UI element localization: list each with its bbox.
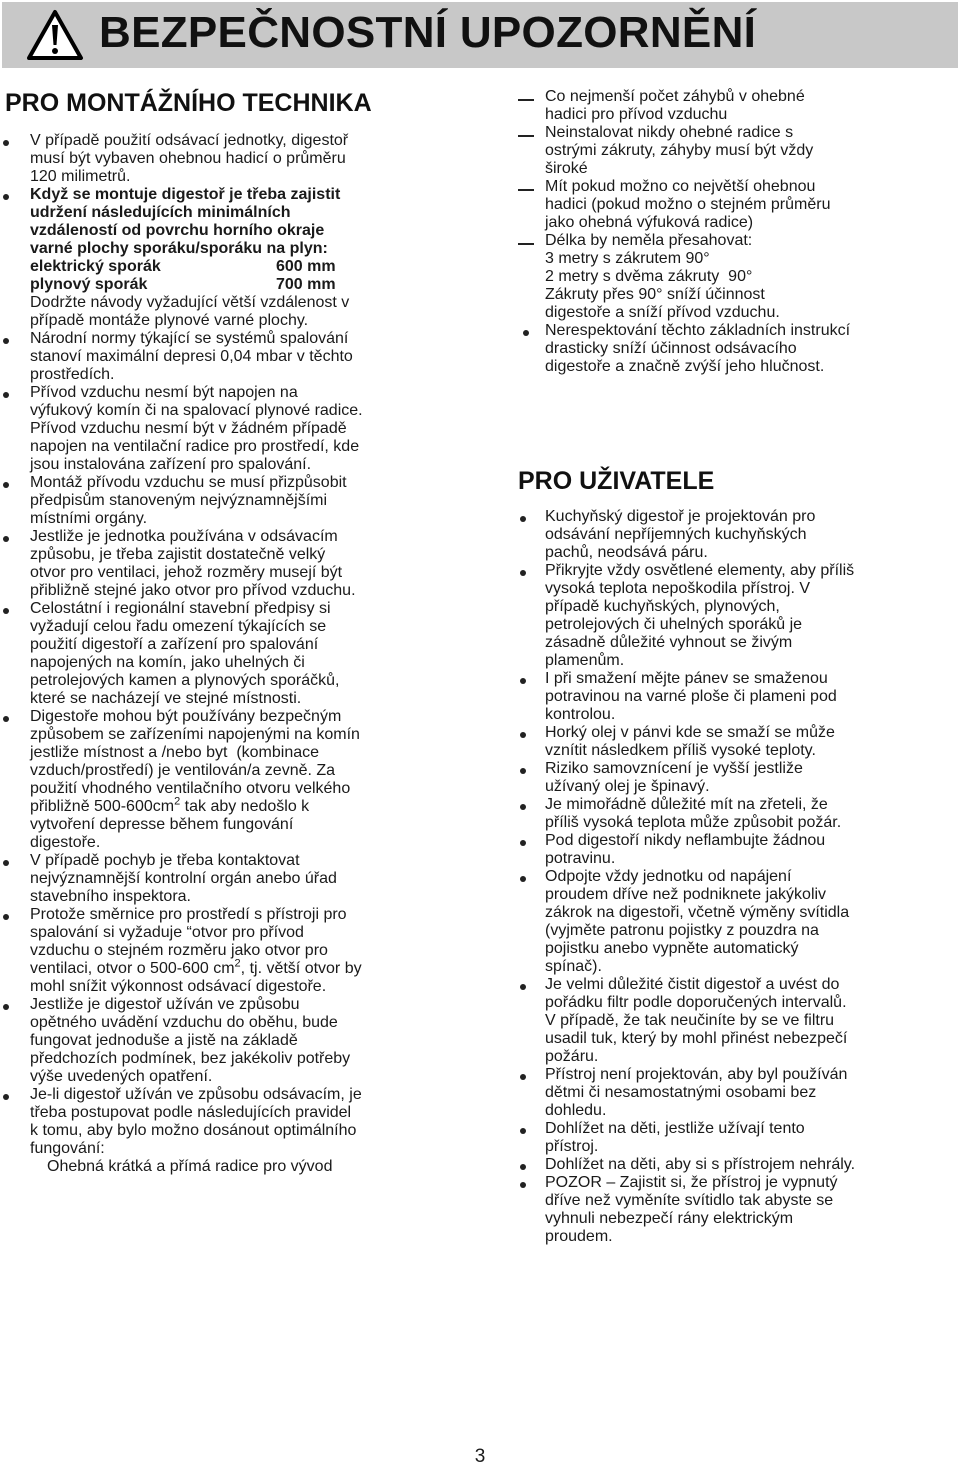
text-line: vytvoření depresse během fungování <box>30 816 294 833</box>
dash-marker <box>518 243 534 245</box>
text-line: Horký olej v pánvi kde se smaží se může <box>545 724 835 741</box>
text-line: Je-li digestoř užíván ve způsobu odsávacím, je <box>30 1086 362 1103</box>
text-line: předpisům stanoveným nejvýznamnějšími <box>30 492 328 509</box>
dash-item <box>518 124 960 178</box>
bullet-marker <box>520 768 526 774</box>
distance-value: 700 mm <box>276 276 336 293</box>
bullet-item <box>10 132 480 186</box>
duct-rules-list <box>545 88 960 376</box>
text-line: opětného uvádění vzduchu do oběhu, bude <box>30 1014 338 1031</box>
text-line: vyžadují celou řadu omezení týkajících se <box>30 618 327 635</box>
page-title: BEZPEČNOSTNÍ UPOZORNĚNÍ <box>99 8 757 57</box>
bullet-item <box>520 832 960 868</box>
text-line: usadil tuk, který by mohl přinést nebezpečí <box>545 1030 848 1047</box>
text-line: V případě, že tak neučiníte by se ve filtru <box>545 1012 835 1029</box>
text-line: 2 metry s dvěma zákruty 90° <box>545 268 753 285</box>
text-line: dětmi či nesamostatnými osobami bez <box>545 1084 817 1101</box>
bullet-item <box>520 670 960 724</box>
text-line: přístroj. <box>545 1138 599 1155</box>
bullet-marker <box>520 516 526 522</box>
dash-item <box>518 232 960 322</box>
bullet-item <box>10 708 480 852</box>
text-line: Přístroj není projektován, aby byl používán <box>545 1066 848 1083</box>
text-line: proudem. <box>545 1228 613 1245</box>
text-line: požáru. <box>545 1048 599 1065</box>
text-line: proudem dříve než podniknete jakýkoliv <box>545 886 827 903</box>
text-line: k tomu, aby bylo možno dosánout optimálního <box>30 1122 357 1139</box>
text-line: hadici pro přívod vzduchu <box>545 106 728 123</box>
bullet-marker <box>3 536 9 542</box>
text-line: Délka by neměla přesahovat: <box>545 232 753 249</box>
text-line: otvor pro ventilaci, jehož rozměry musejí být <box>30 564 343 581</box>
text-line: předchozích podmínek, bez jakékoliv potřeby <box>30 1050 351 1067</box>
text-line: petrolejových či uhelných sporáků je <box>545 616 803 633</box>
text-line: V případě použití odsávací jednotky, digestoř <box>30 132 349 149</box>
text-line: Národní normy týkající se systémů spalování <box>30 330 349 347</box>
text-line: Když se montuje digestoř je třeba zajistit <box>30 186 341 203</box>
text-line: případě montáže plynové varné plochy. <box>30 312 309 329</box>
bullet-marker <box>520 876 526 882</box>
bullet-item <box>520 976 960 1066</box>
text-line: stavebního inspektora. <box>30 888 191 905</box>
text-line: hadici (pokud možno o stejném průměru <box>545 196 831 213</box>
text-line: Digestoře mohou být používány bezpečným <box>30 708 342 725</box>
text-line: vzdáleností od povrchu horního okraje <box>30 222 325 239</box>
text-line: Jestliže je jednotka používána v odsávacím <box>30 528 338 545</box>
bullet-item <box>10 186 480 330</box>
bullet-item <box>520 724 960 760</box>
text-line: pachů, neodsává páru. <box>545 544 708 561</box>
dash-item <box>518 178 960 232</box>
bullet-marker <box>520 1074 526 1080</box>
text-line: ventilaci, otvor o 500-600 $cm^2$, tj. větší otvor by <box>30 957 362 977</box>
text-line: přibližně stejné jako otvor pro přívod vzduchu. <box>30 582 356 599</box>
text-line: výfukový komín či na spalovací plynové radice. <box>30 402 363 419</box>
bullet-item <box>10 996 480 1086</box>
text-line: Nerespektování těchto základních instrukcí <box>545 322 851 339</box>
text-line: případě kuchyňských, plynových, <box>545 598 780 615</box>
text-line: třeba postupovat podle následujících pravidel <box>30 1104 352 1121</box>
bullet-item <box>10 384 480 474</box>
bullet-marker <box>520 1164 526 1170</box>
bullet-item <box>10 906 480 996</box>
text-line: I při smažení mějte pánev se smaženou <box>545 670 828 687</box>
text-line: Dohlížet na děti, jestliže užívají tento <box>545 1120 805 1137</box>
text-line: musí být vybaven ohebnou hadicí o průměru <box>30 150 346 167</box>
bullet-item <box>10 528 480 600</box>
distance-row <box>30 276 480 294</box>
bullet-marker <box>3 914 9 920</box>
bullet-item <box>520 1156 960 1174</box>
text-line: vzduchu o stejném rozměru jako otvor pro <box>30 942 328 959</box>
text-line: fungování: <box>30 1140 105 1157</box>
text-line: Dodržte návody vyžadující větší vzdálenost v <box>30 294 350 311</box>
text-line: vznítit následkem příliš vysoké teploty. <box>545 742 816 759</box>
bullet-item <box>10 852 480 906</box>
bullet-item <box>520 508 960 562</box>
text-line: Celostátní i regionální stavební předpisy si <box>30 600 331 617</box>
distance-label: elektrický sporák <box>30 258 161 275</box>
text-line: 120 milimetrů. <box>30 168 131 185</box>
text-line: varné plochy sporáku/sporáku na plyn: <box>30 240 328 257</box>
text-line: prostředích. <box>30 366 115 383</box>
section-heading-user: PRO UŽIVATELE <box>518 467 715 495</box>
text-line: pojistku anebo vypněte automatický <box>545 940 799 957</box>
text-line: přibližně $500-600cm^2$ tak aby nedošlo k <box>30 795 310 815</box>
text-line: Je velmi důležité čistit digestoř a uvést do <box>545 976 840 993</box>
bullet-marker <box>3 392 9 398</box>
bullet-marker <box>3 716 9 722</box>
distance-label: plynový sporák <box>30 276 148 293</box>
bullet-marker <box>520 984 526 990</box>
text-line: zákrok na digestoři, včetně výměny svítidla <box>545 904 850 921</box>
bullet-marker <box>3 1004 9 1010</box>
text-line: kontrolou. <box>545 706 616 723</box>
text-line: Neinstalovat nikdy ohebné radice s <box>545 124 794 141</box>
dash-marker <box>518 135 534 137</box>
bullet-item <box>545 322 960 376</box>
text-line: (vyjměte patronu pojistky z pouzdra na <box>545 922 819 939</box>
text-line: použití vhodného ventilačního otvoru velkého <box>30 780 351 797</box>
text-line: Jestliže je digestoř užíván ve způsobu <box>30 996 300 1013</box>
text-line: udržení následujících minimálních <box>30 204 291 221</box>
bullet-marker <box>520 678 526 684</box>
text-line: příliš vysoká teplota může způsobit požár. <box>545 814 842 831</box>
text-line: Protože směrnice pro prostředí s přístroji pro <box>30 906 347 923</box>
text-line: drasticky sníží účinnost odsávacího <box>545 340 797 357</box>
text-line: napojen na ventilační radice pro prostředí, kde <box>30 438 360 455</box>
text-line: dohledu. <box>545 1102 607 1119</box>
bullet-marker <box>3 608 9 614</box>
text-line: způsobu, je třeba zajistit dostatečně velký <box>30 546 326 563</box>
text-line: dříve než vyměníte svítidlo tak abyste se <box>545 1192 834 1209</box>
text-line: jako ohebná výfuková radice) <box>545 214 754 231</box>
text-line: V případě pochyb je třeba kontaktovat <box>30 852 300 869</box>
text-line: spalování si vyžaduje “otvor pro přívod <box>30 924 304 941</box>
text-line: Přívod vzduchu nesmí být v žádném případě <box>30 420 347 437</box>
text-line: plamenům. <box>545 652 625 669</box>
page-number: 3 <box>474 1446 486 1467</box>
text-line: digestoře a značně zvýší jeho hlučnost. <box>545 358 825 375</box>
text-line: užívaný olej je špinavý. <box>545 778 710 795</box>
text-line: Dohlížet na děti, aby si s přístrojem nehrály. <box>545 1156 856 1173</box>
bullet-item <box>10 1086 480 1158</box>
text-line: POZOR – Zajistit si, že přístroj je vypnutý <box>545 1174 838 1191</box>
bullet-item <box>520 796 960 832</box>
bullet-marker <box>520 1182 526 1188</box>
text-line: jsou instalována zařízení pro spalování. <box>30 456 312 473</box>
text-line: místními orgány. <box>30 510 148 527</box>
text-line: fungovat jednoduše a jistě na základě <box>30 1032 298 1049</box>
text-line: Montáž přívodu vzduchu se musí přizpůsobit <box>30 474 347 491</box>
text-line: spínač). <box>545 958 602 975</box>
warning-triangle-icon <box>26 9 84 61</box>
dash-item <box>518 88 960 124</box>
text-line: Riziko samovznícení je vyšší jestliže <box>545 760 803 777</box>
bullet-marker <box>520 804 526 810</box>
bullet-marker <box>3 194 9 200</box>
text-line: které se nacházejí ve stejné místnosti. <box>30 690 302 707</box>
bullet-item <box>520 1174 960 1246</box>
bullet-marker <box>520 732 526 738</box>
distance-row <box>30 258 480 276</box>
bullet-item <box>520 562 960 670</box>
text-line: vyhnuli nebezpečí rány elektrickým <box>545 1210 794 1227</box>
text-line: výše uvedených opatření. <box>30 1068 213 1085</box>
text-line: 3 metry s zákrutem 90° <box>545 250 710 267</box>
text-line: jestliže místnost a /nebo byt (kombinace <box>30 744 320 761</box>
dash-marker <box>518 99 534 101</box>
section-heading-installer: PRO MONTÁŽNÍHO TECHNIKA <box>5 89 372 117</box>
text-line: mohl snížit výkonnost odsávací digestoře. <box>30 978 327 995</box>
text-line: Kuchyňský digestoř je projektován pro <box>545 508 816 525</box>
distance-value: 600 mm <box>276 258 336 275</box>
header-banner <box>2 2 958 68</box>
bullet-marker <box>3 482 9 488</box>
text-line: napojených na komín, jako uhelných či <box>30 654 305 671</box>
bullet-item <box>520 1066 960 1120</box>
text-line: zásadně důležité vyhnout se živým <box>545 634 793 651</box>
bullet-marker <box>523 330 529 336</box>
bullet-marker <box>3 338 9 344</box>
text-line: Ohebná krátká a přímá radice pro vývod <box>47 1158 333 1175</box>
text-line: široké <box>545 160 588 177</box>
text-line: Přikryjte vždy osvětlené elementy, aby příliš <box>545 562 855 579</box>
user-list <box>520 508 960 1246</box>
text-line: pořádku filtr podle doporučených intervalů. <box>545 994 847 1011</box>
text-line: odsávání nepříjemných kuchyňských <box>545 526 807 543</box>
text-line: ostrými zákruty, záhyby musí být vždy <box>545 142 814 159</box>
text-line: nejvýznamnější kontrolní orgán anebo úřad <box>30 870 337 887</box>
bullet-item <box>520 868 960 976</box>
bullet-item <box>10 474 480 528</box>
text-line: potravinu. <box>545 850 616 867</box>
text-line: Přívod vzduchu nesmí být napojen na <box>30 384 298 401</box>
bullet-marker <box>520 840 526 846</box>
text-line: Je mimořádně důležité mít na zřeteli, že <box>545 796 828 813</box>
text-line: Mít pokud možno co největší ohebnou <box>545 178 816 195</box>
text-line: vysoká teplota nepoškodila přístroj. V <box>545 580 811 597</box>
text-line: potravinou na varné ploše či plameni pod <box>545 688 837 705</box>
bullet-marker <box>3 1094 9 1100</box>
text-line: stanoví maximální depresi 0,04 mbar v těchto <box>30 348 353 365</box>
text-line: způsobem se zařízeními napojenými na komín <box>30 726 360 743</box>
bullet-marker <box>3 860 9 866</box>
bullet-item <box>10 330 480 384</box>
installer-list <box>10 132 480 1176</box>
text-line: použití digestoří a zařízení pro spalování <box>30 636 319 653</box>
bullet-marker <box>520 570 526 576</box>
bullet-item <box>10 600 480 708</box>
bullet-marker <box>3 140 9 146</box>
text-line: vzduch/prostředí) je ventilován/a zevně. Za <box>30 762 336 779</box>
text-line: digestoře a sníží přívod vzduchu. <box>545 304 780 321</box>
dash-item <box>2 1158 480 1176</box>
text-line: Co nejmenší počet záhybů v ohebné <box>545 88 805 105</box>
dash-marker <box>518 189 534 191</box>
text-line: digestoře. <box>30 834 101 851</box>
bullet-item <box>520 1120 960 1156</box>
text-line: Zákruty přes 90° sníží účinnost <box>545 286 765 303</box>
text-line: Odpojte vždy jednotku od napájení <box>545 868 792 885</box>
bullet-item <box>520 760 960 796</box>
text-line: petrolejových kamen a plynových sporáčků, <box>30 672 340 689</box>
text-line: Pod digestoří nikdy neflambujte žádnou <box>545 832 826 849</box>
bullet-marker <box>520 1128 526 1134</box>
